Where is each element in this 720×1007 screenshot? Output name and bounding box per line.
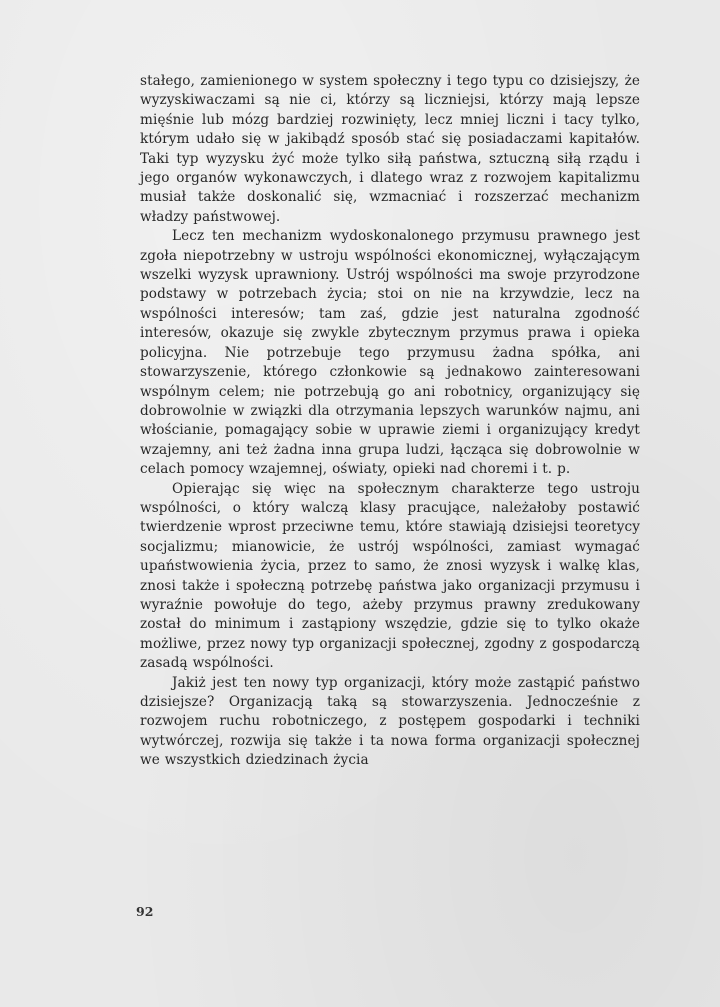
paragraph-3: Opierając się więc na społecznym charakterze tego ustroju wspólności, o który walczą klasy pracujące, należałoby postawić twierdzenie wprost przeciwne temu, które stawiają dzisiejsi teoretycy socjalizmu; mianowicie, że ustrój wspólności, zamiast wymagać upaństwowienia życia, przez to samo, że znosi wyzysk i walkę klas, znosi także i społeczną potrzebę państwa jako organizacji przymusu i wyraźnie powołuje do tego, ażeby przymus prawny zredukowany został do minimum i zastąpiony wszędzie, gdzie się to tylko okaże możliwe, przez nowy typ organizacji społecznej, zgodny z gospodarczą zasadą wspólności. — [140, 480, 640, 672]
paragraph-1: stałego, zamienionego w system społeczny i tego typu co dzisiejszy, że wyzyskiwaczami są nie ci, którzy są liczniejsi, którzy mają lepsze mięśnie lub mózg bardziej rozwinięty, lecz mniej liczni i tacy tylko, którym udało się w jakibądź sposób stać się posiadaczami kapitałów. Taki typ wyzysku żyć może tylko siłą państwa, sztuczną siłą rządu i jego organów wykonawczych, i dlatego wraz z rozwojem kapitalizmu musiał także doskonalić się, wzmacniać i rozszerzać mechanizm władzy państwowej. — [140, 73, 640, 225]
paragraph-2: Lecz ten mechanizm wydoskonalonego przymusu prawnego jest zgoła niepotrzebny w ustroju wspólności ekonomicznej, wyłączającym wszelki wyzysk uprawniony. Ustrój wspólności ma swoje przyrodzone podstawy w potrzebach życia; stoi on nie na krzywdzie, lecz na wspólności interesów; tam zaś, gdzie jest naturalna zgodność interesów, okazuje się zwykle zbytecznym przymus prawa i opieka policyjna. Nie potrzebuje tego przymusu żadna spółka, ani stowarzyszenie, którego członkowie są jednakowo zainteresowani wspólnym celem; nie potrzebują go ani robotnicy, organizujący się dobrowolnie w związki dla otrzymania lepszych warunków najmu, ani włościanie, pomagający sobie w uprawie ziemi i organizujący kredyt wzajemny, ani też żadna inna grupa ludzi, łącząca się dobrowolnie w celach pomocy wzajemnej, oświaty, opieki nad choremi i t. p. — [140, 228, 640, 478]
page-number: 92 — [136, 904, 154, 919]
paragraph-4: Jakiż jest ten nowy typ organizacji, który może zastąpić państwo dzisiejsze? Organizacją taką są stowarzyszenia. Jednocześnie z rozwojem ruchu robotniczego, z postępem gospodarki i techniki wytwórczej, rozwija się także i ta nowa forma organizacji społecznej we wszystkich dziedzinach życia — [140, 674, 640, 769]
body-text — [140, 72, 640, 771]
